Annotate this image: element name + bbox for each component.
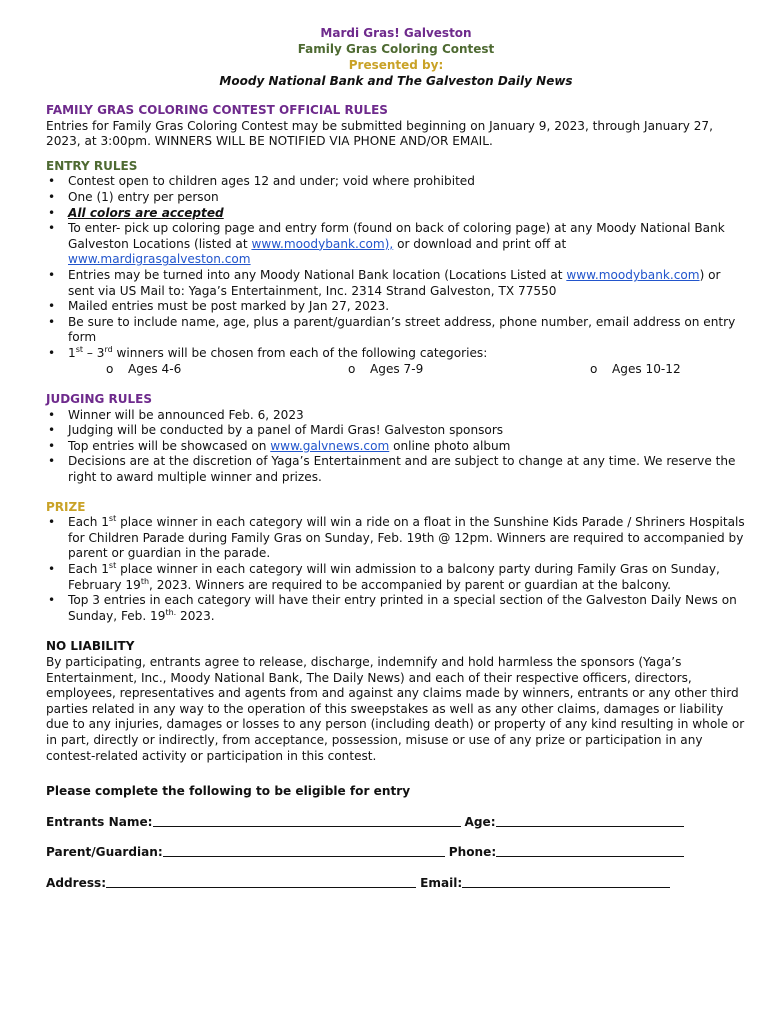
entry-rule: • Entries may be turned into any Moody National Bank location (Locations Listed at www.moodybank.com) or sent via US Mail to: Yaga’s Entertainment, Inc. 2314 Strand Galveston, TX 77550: [46, 268, 746, 299]
header: [46, 25, 746, 89]
phone-field[interactable]: [496, 845, 684, 857]
entry-rule: • Mailed entries must be post marked by Jan 27, 2023.: [46, 299, 746, 315]
email-field[interactable]: [462, 876, 670, 888]
form-heading: Please complete the following to be eligible for entry: [46, 784, 411, 799]
address-field[interactable]: [106, 876, 416, 888]
entry-rules-title: ENTRY RULES: [46, 158, 138, 173]
moodybank-link[interactable]: www.moodybank.com: [566, 267, 700, 282]
galvnews-link[interactable]: www.galvnews.com: [270, 438, 390, 453]
entrant-name-field[interactable]: [153, 815, 461, 827]
judging-rules-title: JUDGING RULES: [46, 392, 153, 407]
prize-list: [46, 515, 746, 624]
moodybank-link[interactable]: www.moodybank.com),: [251, 236, 394, 251]
form-row-address: [46, 876, 746, 892]
parent-guardian-field[interactable]: [163, 845, 445, 857]
age-field[interactable]: [496, 815, 684, 827]
age-category: o Ages 4-6: [106, 361, 182, 376]
judging-rule: • Top entries will be showcased on www.galvnews.com online photo album: [46, 439, 746, 455]
form-row-name: [46, 815, 746, 831]
prize-item: • Each 1st place winner in each category will win a ride on a float in the Sunshine Kids Parade / Shriners Hospitals for Children Parade during Family Gras on Sunday, Feb. 19th @ 12pm. Winners are required to accompanied by parent or guardian in the parade.: [46, 515, 746, 562]
age-category: o Ages 7-9: [348, 361, 424, 376]
form-row-parent: [46, 845, 746, 861]
phone-label: Phone:: [448, 845, 497, 860]
age-category: o Ages 10-12: [590, 361, 681, 376]
judging-rule: • Decisions are at the discretion of Yaga’s Entertainment and are subject to change at any time. We reserve the right to award multiple winner and prizes.: [46, 454, 746, 485]
judging-rules-list: [46, 408, 746, 486]
official-rules-text: Entries for Family Gras Coloring Contest may be submitted beginning on January 9, 2023, through January 27, 2023, at 3:00pm. WINNERS WILL BE NOTIFIED VIA PHONE AND/OR EMAIL.: [46, 118, 713, 149]
entry-rule: • 1st – 3rd winners will be chosen from each of the following categories:: [46, 346, 746, 362]
official-rules-title: FAMILY GRAS COLORING CONTEST OFFICIAL RULES: [46, 103, 388, 117]
entry-rule: • One (1) entry per person: [46, 190, 746, 206]
mardigras-link[interactable]: www.mardigrasgalveston.com: [68, 252, 251, 267]
entry-rule: • Contest open to children ages 12 and under; void where prohibited: [46, 174, 746, 190]
no-liability-title: NO LIABILITY: [46, 639, 135, 654]
no-liability-text: By participating, entrants agree to release, discharge, indemnify and hold harmless the sponsors (Yaga’s Entertainment, Inc., Moody National Bank, The Daily News) and each of their respective officers, directors, employees, representatives and agents from and against any claims made by winners, entrants or any other third parties related in any way to the operation of this sweepstakes as well as any other claims, damages or liability due to any injuries, damages or losses to any person (including death) or property of any kind resulting in whole or in part, directly or indirectly, from acceptance, possession, misuse or use of any prize or participation in any contest-related activity or participation in this contest.: [46, 655, 745, 763]
sponsors-line: Moody National Bank and The Galveston Daily News: [219, 74, 573, 88]
prize-title: PRIZE: [46, 499, 86, 514]
contest-title: Family Gras Coloring Contest: [297, 42, 495, 56]
entry-rule: • Be sure to include name, age, plus a parent/guardian’s street address, phone number, email address on entry form: [46, 315, 746, 346]
email-label: Email:: [420, 875, 463, 890]
age-categories: [46, 362, 746, 378]
document-page: [46, 25, 746, 892]
prize-item: • Each 1st place winner in each category will win admission to a balcony party during Family Gras on Sunday, February 19th, 2023. Winners are required to be accompanied by parent or guardian at the balcony.: [46, 562, 746, 593]
presented-by: Presented by:: [348, 58, 444, 72]
age-label: Age:: [464, 814, 496, 829]
event-title: Mardi Gras! Galveston: [320, 26, 472, 40]
entry-rule: [46, 206, 746, 222]
entry-rules-list: [46, 174, 746, 361]
judging-rule: • Judging will be conducted by a panel of Mardi Gras! Galveston sponsors: [46, 423, 746, 439]
entry-rule: • To enter- pick up coloring page and entry form (found on back of coloring page) at any Moody National Bank Galveston Locations (listed at www.moodybank.com), or download and print off at www.mardigrasgalveston.com: [46, 221, 746, 268]
entrant-name-label: Entrants Name:: [46, 814, 153, 829]
parent-guardian-label: Parent/Guardian:: [46, 845, 163, 860]
judging-rule: • Winner will be announced Feb. 6, 2023: [46, 408, 746, 424]
prize-item: • Top 3 entries in each category will have their entry printed in a special section of the Galveston Daily News on Sunday, Feb. $19^{th.}$ 2023.: [46, 593, 746, 624]
all-colors-accepted: All colors are accepted: [68, 205, 224, 220]
address-label: Address:: [46, 875, 107, 890]
